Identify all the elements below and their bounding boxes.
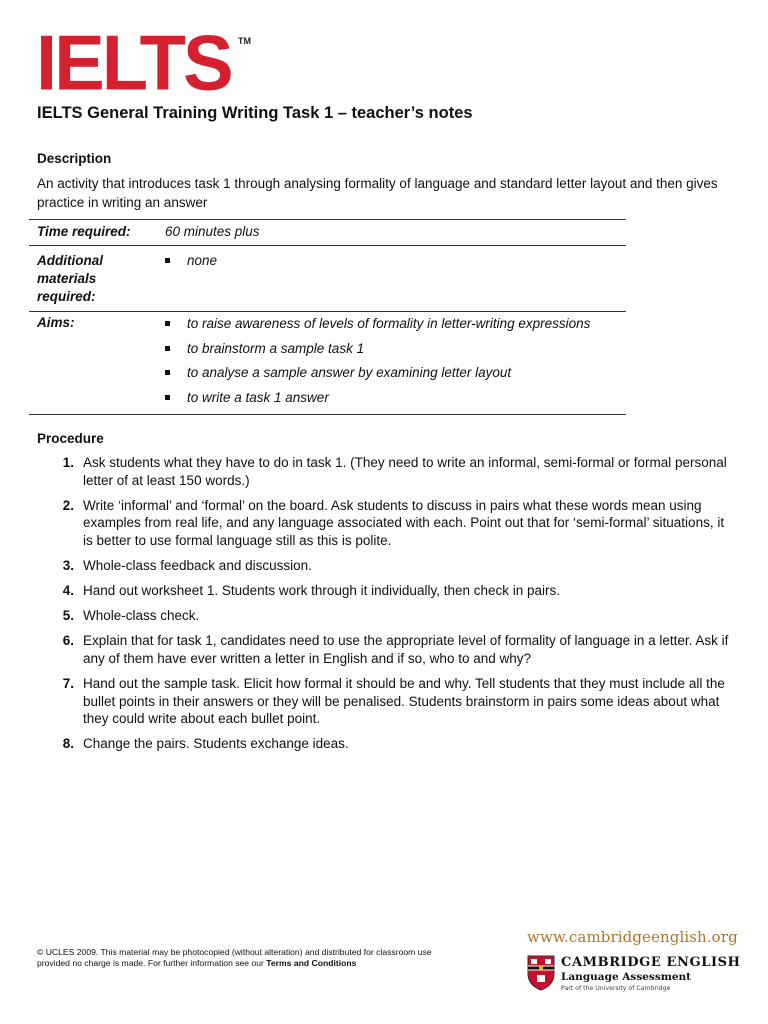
procedure-list (54, 454, 734, 760)
time-label: Time required: (37, 224, 131, 239)
materials-row (29, 246, 626, 312)
list-item (54, 607, 734, 625)
step-number: 5. (62, 608, 74, 624)
materials-label-text: Additional materials required: (37, 253, 103, 304)
cambridge-subtitle: Language Assessment (561, 971, 692, 983)
list-item (54, 557, 734, 575)
terms-link[interactable]: Terms and Conditions (266, 958, 357, 968)
list-item (54, 454, 734, 489)
trademark-mark: TM (238, 36, 251, 46)
time-row (29, 220, 626, 246)
cambridge-crest-icon (527, 955, 555, 991)
step-number: 1. (62, 455, 74, 470)
materials-cell (165, 246, 626, 312)
procedure-heading: Procedure (37, 431, 104, 446)
list-item (54, 632, 734, 667)
description-heading: Description (37, 151, 112, 166)
info-table (29, 219, 626, 415)
step-number: 8. (62, 736, 74, 752)
list-item (54, 675, 734, 728)
step-number: 7. (62, 675, 74, 691)
document-title: IELTS General Training Writing Task 1 – teacher’s notes (37, 104, 473, 122)
step-text: Ask students what they have to do in task 1. (They need to write an informal, semi-formal or formal personal letter of at least 150 words.) (83, 455, 727, 488)
ielts-logo (36, 20, 251, 107)
step-text: Whole-class check. (83, 608, 200, 624)
list-item: to analyse a sample answer by examining letter layout (165, 364, 626, 389)
step-number: 3. (62, 557, 74, 573)
list-item (54, 497, 734, 550)
list-item (54, 735, 734, 753)
time-value: 60 minutes plus (165, 224, 260, 239)
list-item: to brainstorm a sample task 1 (165, 340, 626, 365)
description-text: An activity that introduces task 1 through analysing formality of language and standard letter layout and then gives practice in writing an answer (37, 176, 718, 210)
copyright-text: © UCLES 2009. This material may be photocopied (without alteration) and distributed for classroom use provided no charge is made. For further information see our (37, 947, 432, 968)
cambridge-name: CAMBRIDGE ENGLISH (561, 955, 741, 970)
cambridge-url[interactable]: www.cambridgeenglish.org (527, 928, 738, 946)
step-text: Explain that for task 1, candidates need to use the appropriate level of formality of language in a letter. Ask if any of them have ever written a letter in English and if so, who to and why? (83, 633, 729, 666)
step-text: Hand out the sample task. Elicit how formal it should be and why. Tell students that they must include all the bullet points in their answers or they will be penalised. Students brainstorm in pairs some ideas about what they could write about each bullet point. (83, 675, 725, 727)
materials-list (165, 252, 626, 270)
step-number: 6. (62, 633, 74, 649)
list-item: to raise awareness of levels of formality in letter-writing expressions (165, 315, 626, 340)
cambridge-logo (527, 955, 741, 995)
list-item: none (165, 252, 626, 270)
step-number: 2. (62, 497, 74, 513)
aims-list (165, 315, 626, 407)
copyright-note (37, 947, 457, 969)
step-number: 4. (62, 583, 74, 599)
materials-label (29, 246, 165, 312)
aims-cell (165, 312, 626, 415)
list-item: to write a task 1 answer (165, 389, 626, 407)
aims-row (29, 312, 626, 415)
step-text: Write ‘informal’ and ‘formal’ on the board. Ask students to discuss in pairs what these words mean using examples from real life, and any language associated with each. Point out that for ‘semi-formal’ situations, it is better to use formal language still as this is polite. (83, 497, 725, 548)
step-text: Whole-class feedback and discussion. (83, 557, 312, 573)
aims-label: Aims: (37, 315, 75, 330)
step-text: Change the pairs. Students exchange ideas. (83, 736, 349, 752)
step-text: Hand out worksheet 1. Students work through it individually, then check in pairs. (83, 583, 561, 599)
ielts-logo-text: IELTS (36, 20, 231, 107)
cambridge-part-of: Part of the University of Cambridge (561, 985, 671, 992)
list-item (54, 582, 734, 600)
